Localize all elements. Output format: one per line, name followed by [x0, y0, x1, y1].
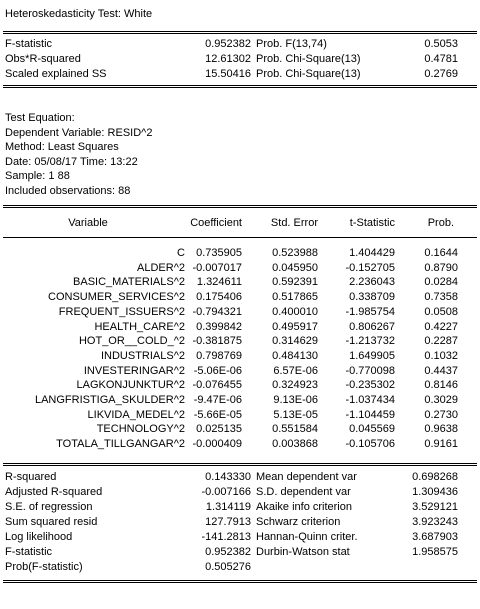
header-prob: Prob.	[427, 217, 454, 229]
summary-value-right: 1.309436	[412, 486, 458, 498]
test-stat-value: 12.61302	[205, 53, 251, 65]
coef-std-error: 0.400010	[272, 305, 318, 318]
test-prob-value: 0.4781	[424, 53, 458, 65]
coef-coefficient: 0.025135	[196, 423, 242, 436]
coef-coefficient: 0.798769	[196, 349, 242, 362]
equation-info-line: Method: Least Squares	[5, 141, 119, 153]
coef-prob: 0.8146	[424, 379, 458, 392]
summary-value-right: 0.698268	[412, 471, 458, 483]
coef-t-statistic: 0.045569	[349, 423, 395, 436]
summary-label-right: Durbin-Watson stat	[256, 546, 350, 558]
coef-coefficient: -0.794321	[192, 305, 242, 318]
coef-variable: C	[177, 247, 185, 259]
coef-variable: INDUSTRIALS^2	[100, 349, 185, 362]
summary-label: S.E. of regression	[5, 501, 93, 513]
coef-variable: TECHNOLOGY^2	[96, 423, 185, 436]
coef-prob: 0.1032	[424, 349, 458, 362]
header-std-error: Std. Error	[270, 217, 318, 229]
coef-std-error: 6.57E-06	[273, 364, 318, 377]
coef-prob: 0.4437	[424, 364, 458, 377]
coef-t-statistic: -1.985754	[345, 305, 395, 318]
coef-std-error: 0.314629	[272, 335, 318, 348]
test-stat-label: Obs*R-squared	[5, 53, 81, 65]
header-variable: Variable	[68, 217, 108, 229]
coef-coefficient: 0.735905	[196, 247, 242, 259]
summary-label: F-statistic	[5, 546, 53, 558]
coef-std-error: 0.484130	[272, 349, 318, 362]
coef-t-statistic: -0.105706	[345, 438, 395, 451]
coef-variable: FREQUENT_ISSUERS^2	[58, 305, 185, 318]
header-coefficient: Coefficient	[190, 217, 242, 229]
coef-std-error: 5.13E-05	[273, 408, 318, 421]
summary-value-right: 3.687903	[412, 531, 458, 543]
coef-prob: 0.2730	[424, 408, 458, 421]
summary-value: 0.505276	[205, 561, 251, 573]
coef-prob: 0.0284	[424, 276, 458, 289]
header-t-statistic: t-Statistic	[349, 217, 395, 229]
summary-value: -0.007166	[201, 486, 251, 498]
coef-t-statistic: -0.235302	[345, 379, 395, 392]
summary-value: 127.7913	[205, 516, 251, 528]
coef-t-statistic: 0.338709	[349, 291, 395, 304]
coef-t-statistic: -0.152705	[345, 261, 395, 274]
summary-label-right: Hannan-Quinn criter.	[256, 531, 358, 543]
coef-prob: 0.3029	[424, 394, 458, 406]
coef-prob: 0.7358	[424, 291, 458, 304]
coef-coefficient: -0.000409	[192, 438, 242, 451]
coef-coefficient: 0.175406	[196, 291, 242, 304]
coef-std-error: 0.517865	[272, 291, 318, 304]
coef-variable: HEALTH_CARE^2	[94, 320, 185, 333]
coef-coefficient: 1.324611	[196, 276, 242, 289]
summary-value-right: 1.958575	[412, 546, 458, 558]
coef-prob: 0.1644	[424, 247, 458, 259]
coef-t-statistic: -1.213732	[345, 335, 395, 348]
summary-value: 0.952382	[205, 546, 251, 558]
test-stat-value: 15.50416	[205, 68, 251, 80]
coef-prob: 0.9161	[424, 438, 458, 451]
coef-std-error: 0.495917	[272, 320, 318, 333]
coef-variable: LANGFRISTIGA_SKULDER^2	[34, 394, 185, 406]
summary-value: 1.314119	[205, 501, 251, 513]
summary-label-right: Mean dependent var	[256, 471, 357, 483]
summary-label-right: S.D. dependent var	[256, 486, 351, 498]
coef-std-error: 0.592391	[272, 276, 318, 289]
coef-variable: INVESTERINGAR^2	[83, 364, 185, 377]
coef-coefficient: 0.399842	[196, 320, 242, 333]
summary-value: 0.143330	[205, 471, 251, 483]
summary-label: Log likelihood	[5, 531, 73, 543]
test-stat-value: 0.952382	[205, 38, 251, 50]
coef-coefficient: -0.007017	[192, 261, 242, 274]
coef-variable: CONSUMER_SERVICES^2	[48, 291, 185, 304]
coef-coefficient: -0.076455	[192, 379, 242, 392]
coef-coefficient: -9.47E-06	[193, 394, 242, 406]
coef-prob: 0.4227	[424, 320, 458, 333]
test-prob-label: Prob. Chi-Square(13)	[256, 53, 361, 65]
rule-bottom-double	[3, 580, 477, 583]
summary-label-right: Akaike info criterion	[256, 501, 352, 513]
test-prob-label: Prob. Chi-Square(13)	[256, 68, 361, 80]
coef-std-error: 0.324923	[272, 379, 318, 392]
coef-prob: 0.0508	[424, 305, 458, 318]
coef-prob: 0.9638	[424, 423, 458, 436]
equation-info-line: Date: 05/08/17 Time: 13:22	[5, 155, 138, 168]
equation-info-line: Sample: 1 88	[5, 170, 70, 182]
equation-info-line: Included observations: 88	[5, 184, 131, 197]
summary-value-right: 3.923243	[412, 516, 458, 528]
coef-t-statistic: 1.404429	[349, 247, 395, 259]
coef-std-error: 0.551584	[272, 423, 318, 436]
rule-before-summary	[3, 463, 477, 466]
test-stat-label: Scaled explained SS	[5, 68, 107, 80]
coef-std-error: 9.13E-06	[273, 394, 318, 406]
test-prob-value: 0.2769	[424, 68, 458, 80]
summary-label: Sum squared resid	[5, 516, 98, 528]
coef-std-error: 0.045950	[272, 261, 318, 274]
test-prob-label: Prob. F(13,74)	[256, 38, 327, 50]
rule-before-headers	[3, 205, 477, 208]
coef-t-statistic: -0.770098	[345, 364, 395, 377]
coef-variable: LIKVIDA_MEDEL^2	[87, 408, 185, 421]
summary-label-right: Schwarz criterion	[256, 516, 341, 528]
coef-t-statistic: 0.806267	[349, 320, 395, 333]
test-prob-value: 0.5053	[424, 38, 458, 50]
coef-t-statistic: -1.037434	[345, 394, 395, 406]
coef-variable: LAGKONJUNKTUR^2	[76, 379, 185, 392]
coef-prob: 0.8790	[424, 261, 458, 274]
summary-value-right: 3.529121	[412, 501, 458, 513]
equation-info-line: Test Equation:	[5, 112, 75, 124]
rule-after-tests	[3, 85, 477, 88]
coef-coefficient: -5.66E-05	[193, 408, 242, 421]
coef-t-statistic: 1.649905	[349, 349, 395, 362]
coef-variable: BASIC_MATERIALS^2	[73, 276, 185, 289]
coef-std-error: 0.523988	[272, 247, 318, 259]
summary-label: R-squared	[5, 471, 57, 483]
coef-std-error: 0.003868	[272, 438, 318, 451]
coef-coefficient: -0.381875	[192, 335, 242, 348]
rule-after-headers	[3, 237, 477, 238]
coef-variable: HOT_OR__COLD_^2	[78, 335, 185, 348]
output-title: Heteroskedasticity Test: White	[5, 8, 153, 20]
summary-label: Prob(F-statistic)	[5, 561, 83, 573]
equation-info-line: Dependent Variable: RESID^2	[5, 126, 153, 139]
coef-t-statistic: 2.236043	[349, 276, 395, 289]
coef-prob: 0.2287	[424, 335, 458, 348]
coef-variable: TOTALA_TILLGANGAR^2	[56, 438, 185, 451]
coef-t-statistic: -1.104459	[345, 408, 395, 421]
coef-variable: ALDER^2	[137, 261, 185, 274]
summary-label: Adjusted R-squared	[5, 486, 103, 498]
summary-value: -141.2813	[201, 531, 251, 543]
rule-top-double	[3, 31, 477, 34]
coef-coefficient: -5.06E-06	[193, 364, 242, 377]
test-stat-label: F-statistic	[5, 38, 53, 50]
